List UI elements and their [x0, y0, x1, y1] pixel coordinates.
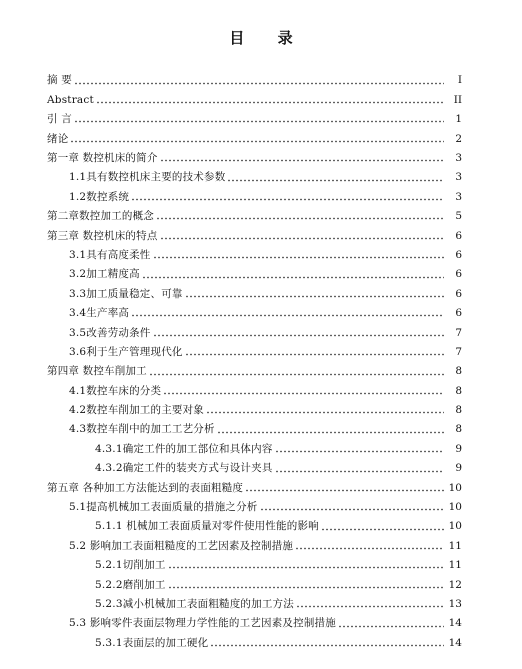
toc-page-number: 14 — [448, 617, 462, 630]
toc-entry-text: 摘 要 — [47, 74, 72, 87]
toc-entry[interactable] — [0, 149, 522, 168]
toc-entry[interactable] — [0, 284, 522, 303]
toc-entry[interactable] — [0, 439, 522, 458]
toc-entry[interactable] — [0, 168, 522, 187]
toc-page-number: 6 — [455, 248, 462, 261]
toc-dot-leader — [217, 425, 444, 435]
toc-entry-text: 3.4生产率高 — [69, 307, 130, 320]
toc-entry[interactable] — [0, 246, 522, 265]
toc-entry-text: 4.1数控车床的分类 — [69, 384, 162, 397]
toc-entry-text: 第四章 数控车削加工 — [47, 365, 147, 378]
toc-page-number: 7 — [455, 345, 462, 358]
toc-page-number: 11 — [448, 539, 462, 552]
toc-dot-leader — [156, 211, 444, 221]
toc-dot-leader — [168, 580, 444, 590]
toc-entry[interactable] — [0, 71, 522, 90]
toc-entry-text: 4.3.1确定工件的加工部位和具体内容 — [95, 442, 273, 455]
toc-entry[interactable] — [0, 207, 522, 226]
toc-list — [0, 71, 522, 653]
toc-entry[interactable] — [0, 575, 522, 594]
toc-dot-leader — [149, 367, 444, 377]
toc-entry-text: 第五章 各种加工方法能达到的表面粗糙度 — [47, 481, 244, 494]
toc-entry[interactable] — [0, 381, 522, 400]
toc-page-number: 8 — [455, 384, 462, 397]
toc-page-number: II — [453, 93, 462, 106]
toc-page-number: 8 — [455, 404, 462, 417]
toc-entry[interactable] — [0, 129, 522, 148]
toc-entry-text: 5.1.1 机械加工表面质量对零件使用性能的影响 — [95, 520, 319, 533]
toc-dot-leader — [153, 250, 445, 260]
toc-dot-leader — [153, 328, 445, 338]
toc-entry-text: 5.3.1表面层的加工硬化 — [95, 636, 209, 649]
toc-dot-leader — [275, 464, 444, 474]
toc-page-number: 10 — [448, 520, 462, 533]
toc-entry-text: 3.1具有高度柔性 — [69, 248, 151, 261]
toc-page-number: 6 — [455, 287, 462, 300]
toc-entry-text: 5.2.2磨削加工 — [95, 578, 166, 591]
toc-entry[interactable] — [0, 459, 522, 478]
toc-dot-leader — [296, 599, 444, 609]
toc-entry[interactable] — [0, 614, 522, 633]
toc-entry-text: 3.6利于生产管理现代化 — [69, 345, 183, 358]
toc-dot-leader — [160, 153, 444, 163]
toc-entry[interactable] — [0, 362, 522, 381]
toc-page-number: 8 — [455, 365, 462, 378]
toc-dot-leader — [338, 619, 444, 629]
toc-entry[interactable] — [0, 420, 522, 439]
toc-page-number: 3 — [455, 152, 462, 164]
toc-entry-text: 引 言 — [47, 113, 72, 126]
toc-page-number: 6 — [455, 229, 462, 242]
toc-dot-leader — [142, 270, 444, 280]
toc-entry-text: 3.2加工精度高 — [69, 268, 140, 281]
toc-entry[interactable] — [0, 517, 522, 536]
toc-page-number: 8 — [455, 423, 462, 436]
toc-page-number: 10 — [448, 501, 462, 514]
toc-page-number: 14 — [448, 636, 462, 649]
toc-page-number: 12 — [448, 578, 462, 591]
toc-entry-text: Abstract — [47, 93, 94, 106]
toc-entry-text: 第一章 数控机床的简介 — [47, 152, 158, 164]
toc-page-number: 1 — [455, 113, 462, 126]
toc-entry-text: 4.3.2确定工件的装夹方式与设计夹具 — [95, 462, 273, 475]
toc-page-number: 9 — [455, 442, 462, 455]
toc-dot-leader — [295, 541, 444, 551]
toc-page-number: I — [457, 74, 462, 87]
toc-page-number: 7 — [455, 326, 462, 339]
toc-entry[interactable] — [0, 498, 522, 517]
toc-dot-leader — [185, 347, 444, 357]
toc-dot-leader — [74, 114, 444, 124]
toc-entry[interactable] — [0, 265, 522, 284]
toc-page-number: 3 — [455, 190, 462, 203]
toc-dot-leader — [245, 483, 444, 493]
toc-dot-leader — [131, 308, 444, 318]
toc-dot-leader — [210, 638, 444, 648]
toc-dot-leader — [163, 386, 444, 396]
toc-entry-text: 第二章数控加工的概念 — [47, 210, 154, 223]
toc-entry[interactable] — [0, 110, 522, 129]
toc-entry-text: 5.2 影响加工表面粗糙度的工艺因素及控制措施 — [69, 539, 294, 552]
toc-entry-text: 1.1具有数控机床主要的技术参数 — [69, 171, 226, 184]
toc-page-number: 6 — [455, 268, 462, 281]
toc-entry[interactable] — [0, 226, 522, 245]
toc-dot-leader — [321, 522, 444, 532]
toc-entry[interactable] — [0, 595, 522, 614]
toc-dot-leader — [260, 502, 445, 512]
toc-entry[interactable] — [0, 556, 522, 575]
toc-entry[interactable] — [0, 633, 522, 652]
toc-entry-text: 3.3加工质量稳定、可靠 — [69, 287, 183, 300]
toc-dot-leader — [168, 560, 444, 570]
toc-page-number: 5 — [455, 210, 462, 223]
toc-page-number: 11 — [448, 559, 462, 572]
toc-dot-leader — [70, 134, 444, 144]
toc-entry-text: 5.2.3减小机械加工表面粗糙度的加工方法 — [95, 597, 294, 610]
toc-dot-leader — [185, 289, 444, 299]
toc-entry-text: 绪论 — [47, 132, 69, 145]
toc-title: 目 录 — [229, 29, 307, 47]
toc-entry[interactable] — [0, 536, 522, 555]
toc-entry[interactable] — [0, 90, 522, 109]
toc-entry-text: 5.2.1切削加工 — [95, 559, 166, 572]
toc-entry[interactable] — [0, 478, 522, 497]
toc-entry-text: 5.1提高机械加工表面质量的措施之分析 — [69, 501, 258, 514]
toc-page-number: 9 — [455, 462, 462, 475]
toc-dot-leader — [275, 444, 444, 454]
toc-entry-text: 4.3数控车削中的加工工艺分析 — [69, 423, 215, 436]
toc-dot-leader — [206, 405, 444, 415]
toc-entry[interactable] — [0, 401, 522, 420]
toc-entry[interactable] — [0, 304, 522, 323]
toc-entry-text: 3.5改善劳动条件 — [69, 326, 151, 339]
toc-entry-text: 1.2数控系统 — [69, 190, 130, 203]
toc-page-number: 3 — [455, 171, 462, 184]
toc-dot-leader — [74, 76, 444, 86]
toc-page-number: 10 — [448, 481, 462, 494]
toc-entry-text: 4.2数控车削加工的主要对象 — [69, 404, 204, 417]
toc-dot-leader — [227, 173, 444, 183]
toc-entry-text: 第三章 数控机床的特点 — [47, 229, 158, 242]
toc-page-number: 13 — [448, 597, 462, 610]
toc-dot-leader — [131, 192, 444, 202]
toc-dot-leader — [96, 95, 444, 105]
toc-entry[interactable] — [0, 187, 522, 206]
toc-entry[interactable] — [0, 323, 522, 342]
toc-page-number: 6 — [455, 307, 462, 320]
toc-entry[interactable] — [0, 342, 522, 361]
toc-dot-leader — [160, 231, 444, 241]
toc-page-number: 2 — [455, 132, 462, 145]
toc-entry-text: 5.3 影响零件表面层物理力学性能的工艺因素及控制措施 — [69, 617, 336, 630]
